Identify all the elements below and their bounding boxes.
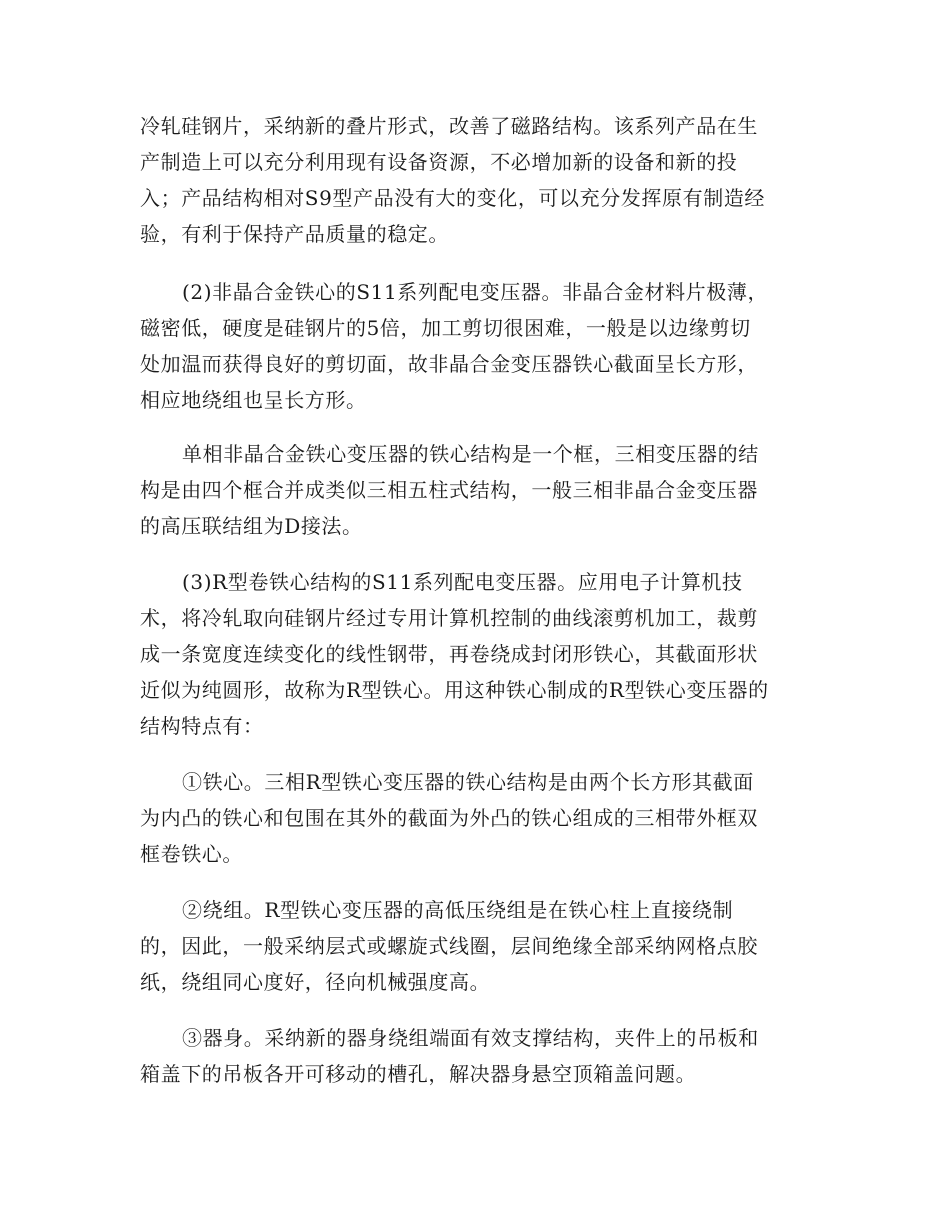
text-line: ②绕组。R型铁心变压器的高低压绕组是在铁心柱上直接绕制 <box>182 898 734 922</box>
paragraph-6 <box>140 892 812 1000</box>
text-line: 入；产品结构相对S9型产品没有大的变化，可以充分发挥原有制造经 <box>140 186 766 210</box>
text-line: 结构特点有： <box>140 714 264 738</box>
paragraph-3 <box>140 436 812 544</box>
text-line: (2)非晶合金铁心的S11系列配电变压器。非晶合金材料片极薄， <box>182 280 769 304</box>
text-line: 术，将冷轧取向硅钢片经过专用计算机控制的曲线滚剪机加工，裁剪 <box>140 606 758 630</box>
text-line: 验，有利于保持产品质量的稳定。 <box>140 222 449 246</box>
text-line: (3)R型卷铁心结构的S11系列配电变压器。应用电子计算机技 <box>182 570 743 594</box>
text-line: 为内凸的铁心和包围在其外的截面为外凸的铁心组成的三相带外框双 <box>140 806 758 830</box>
paragraph-5 <box>140 764 812 872</box>
text-line: 处加温而获得良好的剪切面，故非晶合金变压器铁心截面呈长方形， <box>140 352 758 376</box>
paragraph-4 <box>140 564 812 744</box>
paragraph-1 <box>140 108 812 252</box>
text-line: 近似为纯圆形，故称为R型铁心。用这种铁心制成的R型铁心变压器的 <box>140 678 769 702</box>
paragraph-2 <box>140 274 812 418</box>
text-line: 的高压联结组为D接法。 <box>140 514 363 538</box>
text-line: 框卷铁心。 <box>140 842 243 866</box>
text-line: 的，因此，一般采纳层式或螺旋式线圈，层间绝缘全部采纳网格点胶 <box>140 934 758 958</box>
text-line: 磁密低，硬度是硅钢片的5倍，加工剪切很困难，一般是以边缘剪切 <box>140 316 751 340</box>
text-line: 构是由四个框合并成类似三相五柱式结构，一般三相非晶合金变压器 <box>140 478 758 502</box>
text-line: 箱盖下的吊板各开可移动的槽孔，解决器身悬空顶箱盖问题。 <box>140 1062 697 1086</box>
text-line: 产制造上可以充分利用现有设备资源，不必增加新的设备和新的投 <box>140 150 738 174</box>
text-line: 纸，绕组同心度好，径向机械强度高。 <box>140 970 491 994</box>
text-line: ①铁心。三相R型铁心变压器的铁心结构是由两个长方形其截面 <box>182 770 754 794</box>
text-line: 成一条宽度连续变化的线性钢带，再卷绕成封闭形铁心，其截面形状 <box>140 642 758 666</box>
paragraph-7 <box>140 1020 812 1092</box>
text-line: 冷轧硅钢片，采纳新的叠片形式，改善了磁路结构。该系列产品在生 <box>140 114 758 138</box>
text-line: ③器身。采纳新的器身绕组端面有效支撑结构，夹件上的吊板和 <box>182 1026 759 1050</box>
text-line: 相应地绕组也呈长方形。 <box>140 388 367 412</box>
text-line: 单相非晶合金铁心变压器的铁心结构是一个框，三相变压器的结 <box>182 442 759 466</box>
